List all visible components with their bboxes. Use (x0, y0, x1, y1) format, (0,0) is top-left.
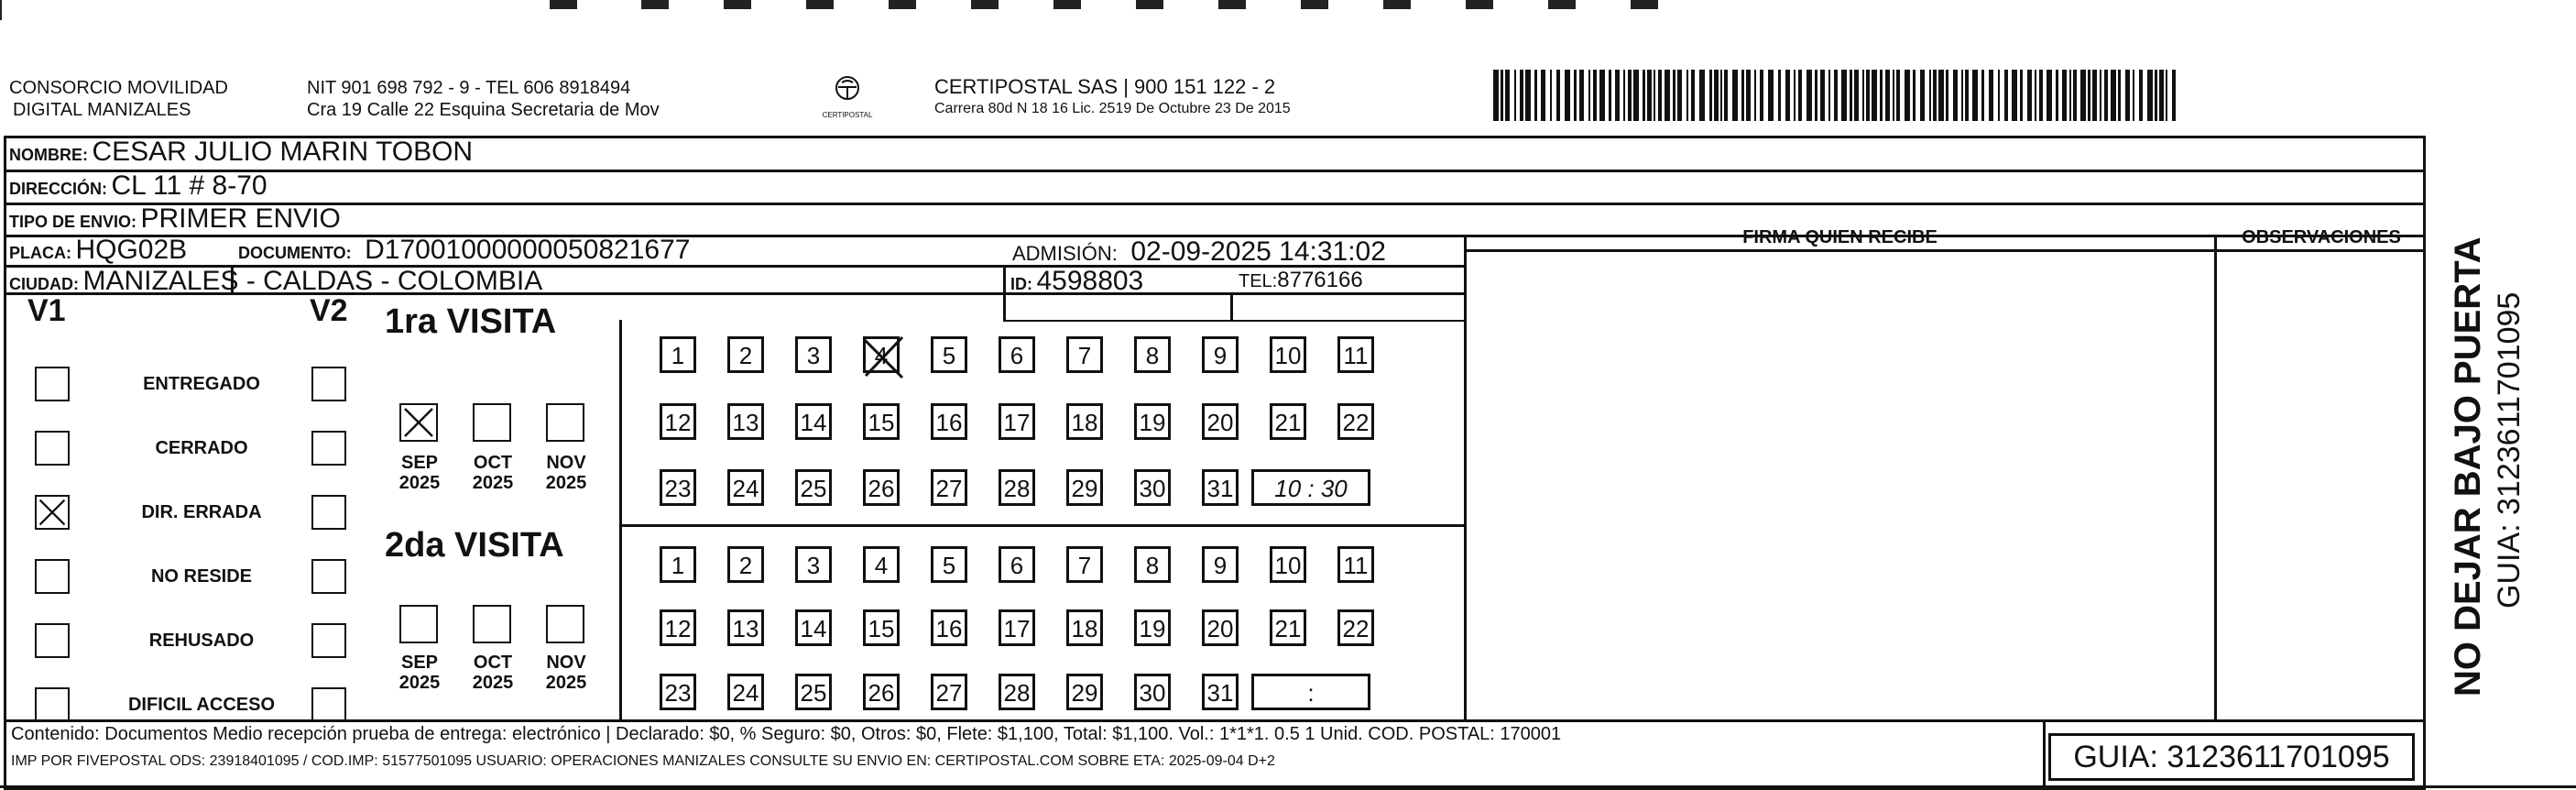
documento-value: D17001000000050821677 (365, 235, 691, 265)
barcode-bar (2100, 70, 2101, 121)
day-box[interactable]: 8 (1134, 546, 1171, 583)
company-line-2: DIGITAL MANIZALES (13, 100, 191, 120)
month-name: OCT (473, 653, 513, 673)
day-box[interactable]: 30 (1134, 469, 1171, 506)
certipostal-logo-icon (815, 75, 879, 106)
first-visit-title: 1ra VISITA (385, 302, 557, 341)
side-guia: GUIA: 3123611701095 (2492, 291, 2527, 609)
barcode-bar (1628, 70, 1632, 121)
month-label (392, 653, 447, 693)
barcode-bar (1654, 70, 1655, 121)
barcode-bar (1565, 70, 1570, 121)
observaciones-area[interactable] (2218, 252, 2424, 718)
day-box[interactable]: 25 (795, 674, 832, 710)
logo-caption: CERTIPOSTAL (822, 111, 873, 119)
month-checkbox-sep[interactable] (399, 605, 438, 643)
day-box[interactable]: 23 (660, 674, 696, 710)
id-field (1010, 266, 1143, 297)
month-label (392, 453, 447, 493)
day-box[interactable]: 22 (1337, 403, 1374, 440)
day-box[interactable]: 12 (660, 609, 696, 646)
barcode-bar (1834, 70, 1838, 121)
documento-field (238, 235, 690, 266)
day-box[interactable]: 14 (795, 609, 832, 646)
barcode-bar (1850, 70, 1852, 121)
time-box[interactable]: 10 : 30 (1251, 469, 1370, 506)
barcode-bar (2133, 70, 2134, 121)
status-label: CERRADO (155, 438, 248, 458)
day-box[interactable]: 7 (1066, 546, 1103, 583)
v2-checkbox[interactable] (311, 495, 346, 530)
v2-checkbox[interactable] (311, 623, 346, 658)
month-year: 2025 (472, 473, 514, 493)
barcode-bar (1623, 70, 1625, 121)
month-year: 2025 (545, 473, 587, 493)
v1-checkbox[interactable] (35, 431, 70, 466)
barcode-bar (2118, 70, 2121, 121)
status-label: REHUSADO (148, 631, 255, 651)
certipostal-line-1: CERTIPOSTAL SAS | 900 151 122 - 2 (934, 75, 1276, 98)
day-box[interactable]: 26 (863, 469, 900, 506)
status-label: NO RESIDE (150, 566, 253, 587)
barcode-bar (1593, 70, 1597, 121)
barcode-bar (1820, 70, 1825, 121)
barcode-bar (1709, 70, 1712, 121)
day-box[interactable]: 9 (1202, 546, 1239, 583)
barcode-bar (2147, 70, 2153, 121)
day-box[interactable]: 20 (1202, 609, 1239, 646)
barcode-bar (1574, 70, 1577, 121)
barcode-bar (1913, 70, 1916, 121)
day-box[interactable]: 26 (863, 674, 900, 710)
barcode-bar (1677, 70, 1682, 121)
barcode-bar (1732, 70, 1738, 121)
placa-value: HQG02B (75, 235, 188, 265)
barcode-bar (2035, 70, 2036, 121)
barcode-bar (1862, 70, 1864, 121)
barcode-bar (1929, 70, 1931, 121)
barcode-bar (1972, 70, 1978, 121)
id-value: 4598803 (1036, 266, 1144, 296)
v1-checkbox[interactable] (35, 367, 70, 401)
barcode-bar (1815, 70, 1817, 121)
v2-checkbox[interactable] (311, 687, 346, 722)
barcode-bar (2080, 70, 2086, 121)
observaciones-header: OBSERVACIONES (2242, 227, 2401, 247)
barcode-bar (2155, 70, 2157, 121)
day-box[interactable]: 16 (931, 403, 967, 440)
v1-header: V1 (27, 293, 66, 328)
ciudad-field (9, 266, 542, 297)
barcode-bar (1741, 70, 1744, 121)
barcode-bar (1699, 70, 1705, 121)
barcode-bar (1520, 70, 1523, 121)
day-box[interactable]: 30 (1134, 674, 1171, 710)
nit-line-2: Cra 19 Calle 22 Esquina Secretaria de Mov (307, 100, 660, 120)
barcode-bar (2056, 70, 2058, 121)
month-name: NOV (546, 453, 586, 473)
tel-field (1239, 268, 1363, 293)
firma-area[interactable] (1468, 252, 2213, 718)
barcode-bar (1872, 70, 1877, 121)
certipostal-line-2: Carrera 80d N 18 16 Lic. 2519 De Octubre 23 De 2015 (934, 101, 1291, 116)
barcode-bar (1920, 70, 1925, 121)
day-box[interactable]: 6 (999, 336, 1035, 373)
barcode-bar (1880, 70, 1883, 121)
direccion-field (9, 170, 267, 202)
day-box[interactable]: 10 (1270, 336, 1306, 373)
barcode-bar (2004, 70, 2008, 121)
barcode-bar (2073, 70, 2077, 121)
ciudad-value: MANIZALES - CALDAS - COLOMBIA (82, 266, 543, 296)
day-box[interactable]: 12 (660, 403, 696, 440)
day-box[interactable]: 5 (931, 336, 967, 373)
day-box[interactable]: 13 (727, 609, 764, 646)
barcode-bar (1643, 70, 1645, 121)
tipo-envio-label: TIPO DE ENVIO: (9, 213, 137, 231)
day-box[interactable]: 13 (727, 403, 764, 440)
day-box[interactable]: 11 (1337, 336, 1374, 373)
v2-checkbox[interactable] (311, 367, 346, 401)
barcode-bar (1778, 70, 1781, 121)
barcode-bar (1768, 70, 1774, 121)
direccion-value: CL 11 # 8-70 (111, 170, 267, 201)
barcode-bar (1691, 70, 1695, 121)
certipostal-info (934, 75, 1291, 119)
day-box[interactable]: 24 (727, 674, 764, 710)
barcode-bar (2125, 70, 2130, 121)
day-box[interactable]: 31 (1202, 469, 1239, 506)
day-box[interactable]: 31 (1202, 674, 1239, 710)
day-box[interactable]: 22 (1337, 609, 1374, 646)
firma-header: FIRMA QUIEN RECIBE (1742, 227, 1937, 247)
barcode-bar (1953, 70, 1958, 121)
month-label (465, 653, 520, 693)
barcode-bar (1714, 70, 1719, 121)
barcode-bar (1615, 70, 1620, 121)
day-box[interactable]: 1 (660, 336, 696, 373)
tel-label: TEL: (1239, 271, 1278, 291)
barcode-bar (1746, 70, 1751, 121)
barcode-bar (1760, 70, 1763, 121)
barcode-bar (2062, 70, 2067, 121)
time-box[interactable]: : (1251, 674, 1370, 710)
admision-field (1012, 236, 1386, 268)
barcode-bar (1754, 70, 1756, 121)
barcode-bar (1534, 70, 1537, 121)
day-box[interactable]: 21 (1270, 609, 1306, 646)
barcode-bar (1501, 70, 1503, 121)
barcode-bar (1785, 70, 1790, 121)
nombre-label: NOMBRE: (9, 146, 88, 164)
placa-field (9, 235, 187, 266)
day-box[interactable]: 11 (1337, 546, 1374, 583)
day-box[interactable] (863, 336, 900, 373)
imp-text: IMP POR FIVEPOSTAL ODS: 23918401095 / COD.IMP: 51577501095 USUARIO: OPERACIONES MANIZALES CONSULTE SU ENVIO EN: CERTIPOSTAL.COM SOBRE ETA: 2025-09-04 D+2 (11, 753, 1275, 769)
barcode-bar (1609, 70, 1611, 121)
day-box[interactable]: 23 (660, 469, 696, 506)
month-name: OCT (473, 453, 513, 473)
placa-label: PLACA: (9, 244, 71, 262)
barcode-bar (1961, 70, 1963, 121)
barcode-bar (1505, 70, 1510, 121)
barcode-bar (2159, 70, 2164, 121)
barcode-bar (1541, 70, 1545, 121)
v1-checkbox[interactable] (35, 623, 70, 658)
barcode-bar (1633, 70, 1639, 121)
admision-label: ADMISIÓN: (1012, 242, 1118, 265)
day-box[interactable]: 5 (931, 546, 967, 583)
barcode-bar (1794, 70, 1796, 121)
barcode-bar (2092, 70, 2097, 121)
barcode-bar (1905, 70, 1910, 121)
day-box[interactable]: 7 (1066, 336, 1103, 373)
day-box[interactable]: 2 (727, 336, 764, 373)
second-visit-title: 2da VISITA (385, 526, 564, 565)
company-name (9, 77, 228, 121)
month-year: 2025 (398, 473, 441, 493)
barcode-bar (1579, 70, 1584, 121)
v2-checkbox[interactable] (311, 559, 346, 594)
month-label (465, 453, 520, 493)
day-box[interactable]: 3 (795, 336, 832, 373)
day-box[interactable]: 14 (795, 403, 832, 440)
barcode-bar (2104, 70, 2108, 121)
status-label: DIR. ERRADA (141, 502, 262, 522)
day-box[interactable]: 2 (727, 546, 764, 583)
day-box[interactable]: 9 (1202, 336, 1239, 373)
day-box[interactable]: 15 (863, 403, 900, 440)
barcode-bar (1998, 70, 2000, 121)
month-label (539, 453, 594, 493)
barcode-bar (1665, 70, 1670, 121)
barcode-bar (1938, 70, 1944, 121)
barcode-bar (1647, 70, 1652, 121)
barcode-bar (1841, 70, 1847, 121)
contenido-text: Contenido: Documentos Medio recepción prueba de entrega: electrónico | Declarado: $0, % Seguro: $0, Otros: $0, Flete: $1,100, Total: $1,100. Vol.: 1*1*1. 0.5 1 Unid. COD. POSTAL: 170001 (11, 724, 1562, 744)
barcode-bar (1525, 70, 1531, 121)
nombre-field (9, 137, 473, 168)
barcode-bar (2069, 70, 2071, 121)
month-name: NOV (546, 653, 586, 673)
day-box[interactable]: 4 (863, 546, 900, 583)
company-nit (307, 77, 660, 121)
barcode-bar (2027, 70, 2032, 121)
month-name: SEP (400, 453, 439, 473)
v1-checkbox[interactable] (35, 495, 70, 530)
day-box[interactable]: 16 (931, 609, 967, 646)
day-box[interactable]: 19 (1134, 403, 1171, 440)
barcode-bar (2172, 70, 2176, 121)
day-box[interactable]: 17 (999, 609, 1035, 646)
barcode-bar (1885, 70, 1890, 121)
barcode-bar (1981, 70, 1984, 121)
status-label: DIFICIL ACCESO (127, 695, 275, 715)
day-box[interactable]: 27 (931, 469, 967, 506)
barcode-bar (1965, 70, 1969, 121)
x-mark-icon (858, 334, 908, 383)
month-year: 2025 (398, 673, 441, 693)
v2-checkbox[interactable] (311, 431, 346, 466)
v1-checkbox[interactable] (35, 559, 70, 594)
status-label: ENTREGADO (143, 374, 260, 394)
top-edge-marks (0, 0, 2576, 20)
barcode-bar (1556, 70, 1560, 121)
barcode-bar (1720, 70, 1722, 121)
barcode-bar (1514, 70, 1516, 121)
day-box[interactable]: 17 (999, 403, 1035, 440)
month-year: 2025 (545, 673, 587, 693)
day-number: 4 (874, 342, 889, 369)
guia-box: GUIA: 3123611701095 (2048, 733, 2415, 781)
day-box[interactable]: 10 (1270, 546, 1306, 583)
direccion-label: DIRECCIÓN: (9, 180, 107, 198)
company-line-1: CONSORCIO MOVILIDAD (9, 78, 228, 98)
documento-label: DOCUMENTO: (238, 244, 352, 262)
barcode-bar (1798, 70, 1802, 121)
day-box[interactable]: 29 (1066, 674, 1103, 710)
barcode-bar (1866, 70, 1870, 121)
day-box[interactable]: 27 (931, 674, 967, 710)
barcode-bar (1854, 70, 1859, 121)
barcode-bar (1673, 70, 1675, 121)
barcode-bar (2012, 70, 2017, 121)
barcode-bar (1599, 70, 1605, 121)
day-box[interactable]: 29 (1066, 469, 1103, 506)
month-checkbox-sep[interactable] (399, 403, 438, 442)
month-checkbox-oct[interactable] (473, 403, 511, 442)
day-box[interactable]: 8 (1134, 336, 1171, 373)
month-checkbox-nov[interactable] (546, 403, 584, 442)
barcode-bar (2088, 70, 2090, 121)
barcode-bar (1588, 70, 1590, 121)
barcode-bar (2047, 70, 2052, 121)
day-box[interactable]: 18 (1066, 609, 1103, 646)
day-box[interactable]: 25 (795, 469, 832, 506)
barcode-bar (1933, 70, 1937, 121)
month-year: 2025 (472, 673, 514, 693)
day-box[interactable]: 19 (1134, 609, 1171, 646)
month-name: SEP (400, 653, 439, 673)
day-box[interactable]: 20 (1202, 403, 1239, 440)
id-label: ID: (1010, 275, 1032, 293)
nombre-value: CESAR JULIO MARIN TOBON (92, 137, 474, 167)
day-box[interactable]: 3 (795, 546, 832, 583)
day-box[interactable]: 21 (1270, 403, 1306, 440)
barcode-bar (1724, 70, 1728, 121)
barcode (1493, 70, 2180, 121)
barcode-bar (1946, 70, 1948, 121)
month-label (539, 653, 594, 693)
barcode-bar (2020, 70, 2023, 121)
day-box[interactable]: 24 (727, 469, 764, 506)
ciudad-label: CIUDAD: (9, 275, 79, 293)
barcode-bar (1493, 70, 1499, 121)
tipo-envio-field (9, 203, 341, 235)
tel-value: 8776166 (1277, 268, 1363, 292)
v1-checkbox[interactable] (35, 687, 70, 722)
month-checkbox-oct[interactable] (473, 605, 511, 643)
barcode-bar (1828, 70, 1830, 121)
day-box[interactable]: 6 (999, 546, 1035, 583)
barcode-bar (1896, 70, 1900, 121)
barcode-bar (1550, 70, 1552, 121)
certipostal-logo (815, 75, 879, 117)
day-box[interactable]: 28 (999, 674, 1035, 710)
day-box[interactable]: 28 (999, 469, 1035, 506)
barcode-bar (1806, 70, 1812, 121)
v2-header: V2 (310, 293, 348, 328)
barcode-bar (1686, 70, 1688, 121)
day-box[interactable]: 18 (1066, 403, 1103, 440)
day-box[interactable]: 1 (660, 546, 696, 583)
barcode-bar (2039, 70, 2043, 121)
barcode-bar (2166, 70, 2167, 121)
side-warning: NO DEJAR BAJO PUERTA (2448, 236, 2488, 697)
barcode-bar (1989, 70, 1993, 121)
month-checkbox-nov[interactable] (546, 605, 584, 643)
nit-line-1: NIT 901 698 792 - 9 - TEL 606 8918494 (307, 78, 631, 98)
barcode-bar (2139, 70, 2143, 121)
barcode-bar (1658, 70, 1662, 121)
admision-value: 02-09-2025 14:31:02 (1130, 236, 1386, 267)
tipo-envio-value: PRIMER ENVIO (140, 203, 341, 234)
day-box[interactable]: 15 (863, 609, 900, 646)
barcode-bar (1893, 70, 1894, 121)
barcode-bar (2111, 70, 2116, 121)
